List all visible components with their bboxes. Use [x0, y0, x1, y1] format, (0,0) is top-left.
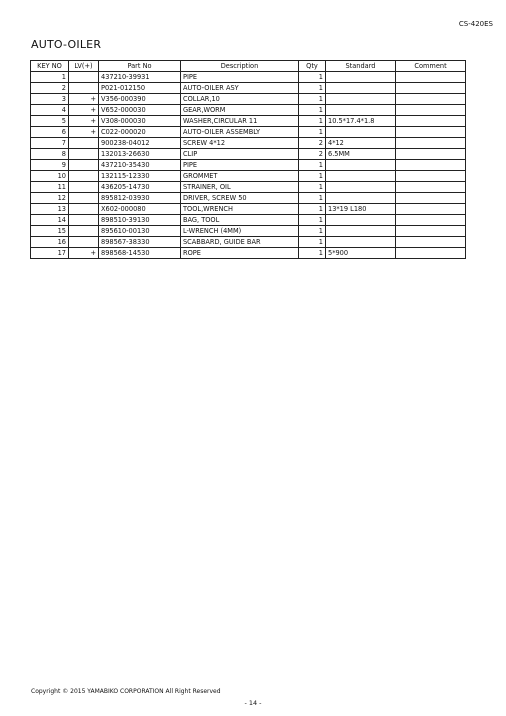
cell-comment: [396, 182, 466, 193]
cell-qty: 1: [299, 160, 326, 171]
page-title: AUTO-OILER: [31, 38, 102, 51]
cell-key-no: 5: [31, 116, 69, 127]
cell-key-no: 6: [31, 127, 69, 138]
cell-key-no: 7: [31, 138, 69, 149]
table-row: [31, 204, 466, 215]
cell-key-no: 4: [31, 105, 69, 116]
cell-description: COLLAR,10: [181, 94, 299, 105]
cell-key-no: 3: [31, 94, 69, 105]
cell-lv: +: [69, 127, 99, 138]
cell-part-no: X602-000080: [99, 204, 181, 215]
cell-qty: 1: [299, 248, 326, 259]
cell-description: BAG, TOOL: [181, 215, 299, 226]
table-row: [31, 160, 466, 171]
cell-key-no: 17: [31, 248, 69, 259]
cell-lv: +: [69, 248, 99, 259]
cell-standard: 10.5*17.4*1.8: [326, 116, 396, 127]
cell-key-no: 14: [31, 215, 69, 226]
cell-part-no: 132115-12330: [99, 171, 181, 182]
cell-description: AUTO-OILER ASY: [181, 83, 299, 94]
cell-qty: 1: [299, 94, 326, 105]
cell-description: PIPE: [181, 72, 299, 83]
cell-description: AUTO-OILER ASSEMBLY: [181, 127, 299, 138]
cell-standard: [326, 160, 396, 171]
table-row: [31, 226, 466, 237]
cell-qty: 1: [299, 72, 326, 83]
cell-description: CLIP: [181, 149, 299, 160]
cell-lv: +: [69, 94, 99, 105]
copyright-notice: Copyright © 2015 YAMABIKO CORPORATION All Right Reserved: [31, 688, 221, 695]
cell-description: TOOL,WRENCH: [181, 204, 299, 215]
cell-standard: [326, 83, 396, 94]
table-row: [31, 215, 466, 226]
cell-description: GROMMET: [181, 171, 299, 182]
cell-description: L-WRENCH (4MM): [181, 226, 299, 237]
table-row: [31, 138, 466, 149]
table-row: [31, 237, 466, 248]
cell-lv: [69, 226, 99, 237]
cell-part-no: 437210-35430: [99, 160, 181, 171]
cell-key-no: 2: [31, 83, 69, 94]
cell-key-no: 15: [31, 226, 69, 237]
cell-part-no: C022-000020: [99, 127, 181, 138]
cell-key-no: 1: [31, 72, 69, 83]
cell-comment: [396, 204, 466, 215]
model-code: CS-420ES: [458, 20, 493, 28]
table-row: [31, 83, 466, 94]
cell-standard: [326, 94, 396, 105]
cell-part-no: 898567-38330: [99, 237, 181, 248]
table-row: [31, 248, 466, 259]
column-header-standard: Standard: [326, 61, 396, 72]
cell-comment: [396, 215, 466, 226]
cell-standard: 13*19 L180: [326, 204, 396, 215]
cell-lv: [69, 215, 99, 226]
cell-description: PIPE: [181, 160, 299, 171]
parts-table: [30, 60, 466, 259]
cell-qty: 2: [299, 149, 326, 160]
cell-comment: [396, 105, 466, 116]
cell-lv: [69, 193, 99, 204]
cell-comment: [396, 127, 466, 138]
table-row: [31, 149, 466, 160]
cell-comment: [396, 160, 466, 171]
cell-qty: 1: [299, 215, 326, 226]
cell-standard: 5*900: [326, 248, 396, 259]
cell-lv: [69, 138, 99, 149]
cell-comment: [396, 193, 466, 204]
cell-part-no: 437210-39931: [99, 72, 181, 83]
cell-lv: [69, 149, 99, 160]
cell-lv: [69, 160, 99, 171]
cell-qty: 1: [299, 226, 326, 237]
cell-standard: [326, 193, 396, 204]
cell-description: SCABBARD, GUIDE BAR: [181, 237, 299, 248]
cell-part-no: 132013-26630: [99, 149, 181, 160]
cell-standard: [326, 215, 396, 226]
table-row: [31, 171, 466, 182]
cell-key-no: 16: [31, 237, 69, 248]
cell-comment: [396, 116, 466, 127]
cell-standard: [326, 127, 396, 138]
cell-lv: +: [69, 116, 99, 127]
table-row: [31, 193, 466, 204]
cell-standard: [326, 72, 396, 83]
cell-lv: [69, 83, 99, 94]
cell-key-no: 12: [31, 193, 69, 204]
cell-standard: 4*12: [326, 138, 396, 149]
cell-comment: [396, 226, 466, 237]
cell-description: GEAR,WORM: [181, 105, 299, 116]
cell-qty: 1: [299, 116, 326, 127]
cell-qty: 1: [299, 127, 326, 138]
table-row: [31, 105, 466, 116]
column-header-key-no: KEY NO: [31, 61, 69, 72]
page-number: - 14 -: [244, 699, 262, 707]
cell-lv: [69, 171, 99, 182]
table-row: [31, 182, 466, 193]
cell-qty: 1: [299, 193, 326, 204]
cell-comment: [396, 72, 466, 83]
cell-part-no: V356-000390: [99, 94, 181, 105]
cell-description: ROPE: [181, 248, 299, 259]
cell-comment: [396, 138, 466, 149]
column-header-description: Description: [181, 61, 299, 72]
cell-comment: [396, 171, 466, 182]
cell-standard: [326, 171, 396, 182]
cell-lv: [69, 72, 99, 83]
cell-qty: 2: [299, 138, 326, 149]
cell-part-no: 895610-00130: [99, 226, 181, 237]
cell-key-no: 9: [31, 160, 69, 171]
column-header-lv: LV(+): [69, 61, 99, 72]
cell-part-no: 436205-14730: [99, 182, 181, 193]
cell-qty: 1: [299, 171, 326, 182]
cell-part-no: 895812-03930: [99, 193, 181, 204]
cell-comment: [396, 149, 466, 160]
cell-description: STRAINER, OIL: [181, 182, 299, 193]
cell-description: SCREW 4*12: [181, 138, 299, 149]
cell-qty: 1: [299, 182, 326, 193]
cell-part-no: 898510-39130: [99, 215, 181, 226]
cell-part-no: V308-000030: [99, 116, 181, 127]
cell-key-no: 13: [31, 204, 69, 215]
cell-part-no: V652-000030: [99, 105, 181, 116]
cell-part-no: 900238-04012: [99, 138, 181, 149]
table-row: [31, 72, 466, 83]
cell-key-no: 8: [31, 149, 69, 160]
cell-key-no: 11: [31, 182, 69, 193]
cell-description: DRIVER, SCREW 50: [181, 193, 299, 204]
cell-comment: [396, 94, 466, 105]
cell-standard: [326, 105, 396, 116]
cell-qty: 1: [299, 83, 326, 94]
cell-description: WASHER,CIRCULAR 11: [181, 116, 299, 127]
cell-lv: +: [69, 105, 99, 116]
cell-comment: [396, 237, 466, 248]
column-header-part-no: Part No: [99, 61, 181, 72]
column-header-comment: Comment: [396, 61, 466, 72]
column-header-qty: Qty: [299, 61, 326, 72]
cell-qty: 1: [299, 204, 326, 215]
cell-key-no: 10: [31, 171, 69, 182]
cell-standard: [326, 226, 396, 237]
cell-qty: 1: [299, 237, 326, 248]
cell-lv: [69, 182, 99, 193]
cell-standard: [326, 237, 396, 248]
cell-part-no: P021-012150: [99, 83, 181, 94]
cell-part-no: 898568-14530: [99, 248, 181, 259]
cell-lv: [69, 237, 99, 248]
cell-comment: [396, 248, 466, 259]
table-row: [31, 116, 466, 127]
cell-qty: 1: [299, 105, 326, 116]
cell-standard: [326, 182, 396, 193]
cell-comment: [396, 83, 466, 94]
cell-lv: [69, 204, 99, 215]
table-row: [31, 94, 466, 105]
table-row: [31, 127, 466, 138]
cell-standard: 6.5MM: [326, 149, 396, 160]
table-header-row: [31, 61, 466, 72]
